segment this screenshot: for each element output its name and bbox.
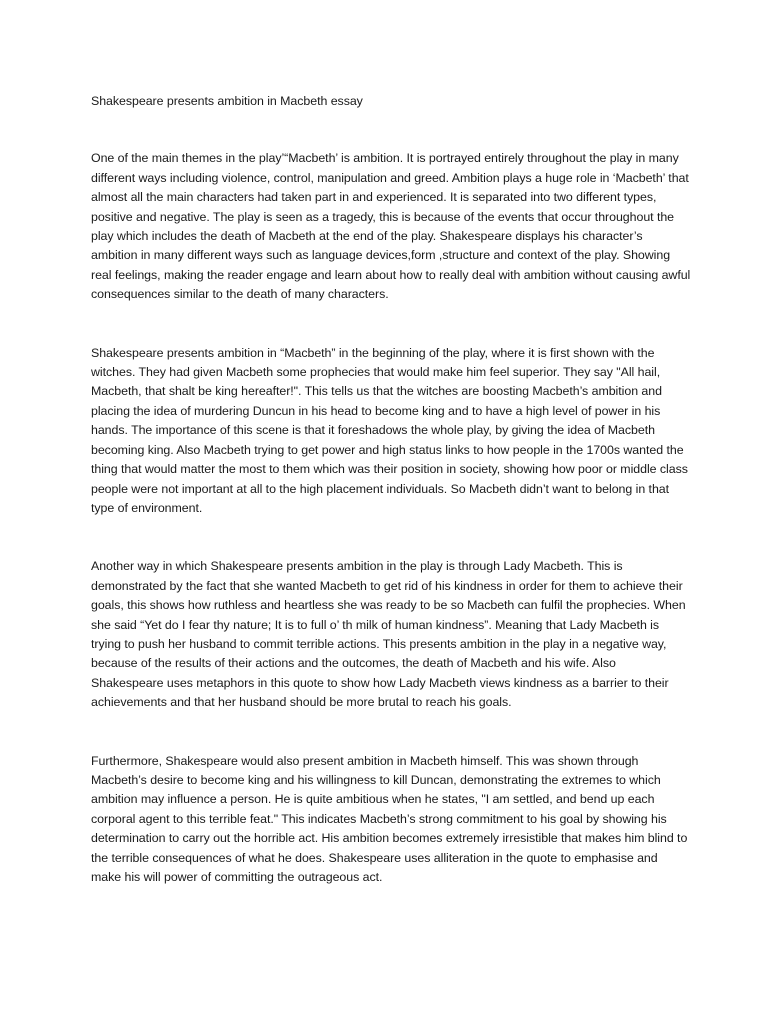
paragraph-witches: Shakespeare presents ambition in “Macbeth” in the beginning of the play, where it is first shown with the witches. They had given Macbeth some prophecies that would make him feel superior. They say "All hail, Macbeth, that shalt be king hereafter!". This tells us that the witches are boosting Macbeth’s ambition and placing the idea of murdering Duncun in his head to become king and to have a high level of power in his hands. The importance of this scene is that it foreshadows the whole play, by giving the idea of Macbeth becoming king. Also Macbeth trying to get power and high status links to how people in the 1700s wanted the thing that would matter the most to them which was their position in society, showing how poor or middle class people were not important at all to the high placement individuals. So Macbeth didn’t want to belong in that type of environment.	[91, 345, 688, 515]
paragraph-introduction: One of the main themes in the play’“Macbeth’ is ambition. It is portrayed entirely throughout the play in many different ways including violence, control, manipulation and greed. Ambition plays a huge role in ‘Macbeth’ that almost all the main characters had taken part in and experienced. It is separated into two different types, positive and negative. The play is seen as a tragedy, this is because of the events that occur throughout the play which includes the death of Macbeth at the end of the play. Shakespeare displays his character’s ambition in many different ways such as language devices,form ,structure and context of the play. Showing real feelings, making the reader engage and learn about how to really deal with ambition without causing awful consequences similar to the death of many characters.	[91, 151, 691, 302]
document-title: Shakespeare presents ambition in Macbeth essay	[91, 94, 363, 108]
paragraph-macbeth-himself: Furthermore, Shakespeare would also present ambition in Macbeth himself. This was shown through Macbeth’s desire to become king and his willingness to kill Duncan, demonstrating the extremes to which ambition may influence a person. He is quite ambitious when he states, "I am settled, and bend up each corporal agent to this terrible feat." This indicates Macbeth’s strong commitment to his goal by showing his determination to carry out the horrible act. His ambition becomes extremely irresistible that makes him blind to the terrible consequences of what he does. Shakespeare uses alliteration in the quote to emphasise and make his will power of committing the outrageous act.	[91, 753, 688, 884]
document-body	[91, 92, 691, 926]
paragraph-lady-macbeth: Another way in which Shakespeare presents ambition in the play is through Lady Macbeth. This is demonstrated by the fact that she wanted Macbeth to get rid of his kindness in order for them to achieve their goals, this shows how ruthless and heartless she was ready to be so Macbeth can fulfil the prophecies. When she said “Yet do I fear thy nature; It is to full o’ th milk of human kindness”. Meaning that Lady Macbeth is trying to push her husband to commit terrible actions. This presents ambition in the play in a negative way, because of the results of their actions and the outcomes, the death of Macbeth and his wife. Also Shakespeare uses metaphors in this quote to show how Lady Macbeth views kindness as a barrier to their achievements and that her husband should be more brutal to reach his goals.	[91, 559, 686, 710]
